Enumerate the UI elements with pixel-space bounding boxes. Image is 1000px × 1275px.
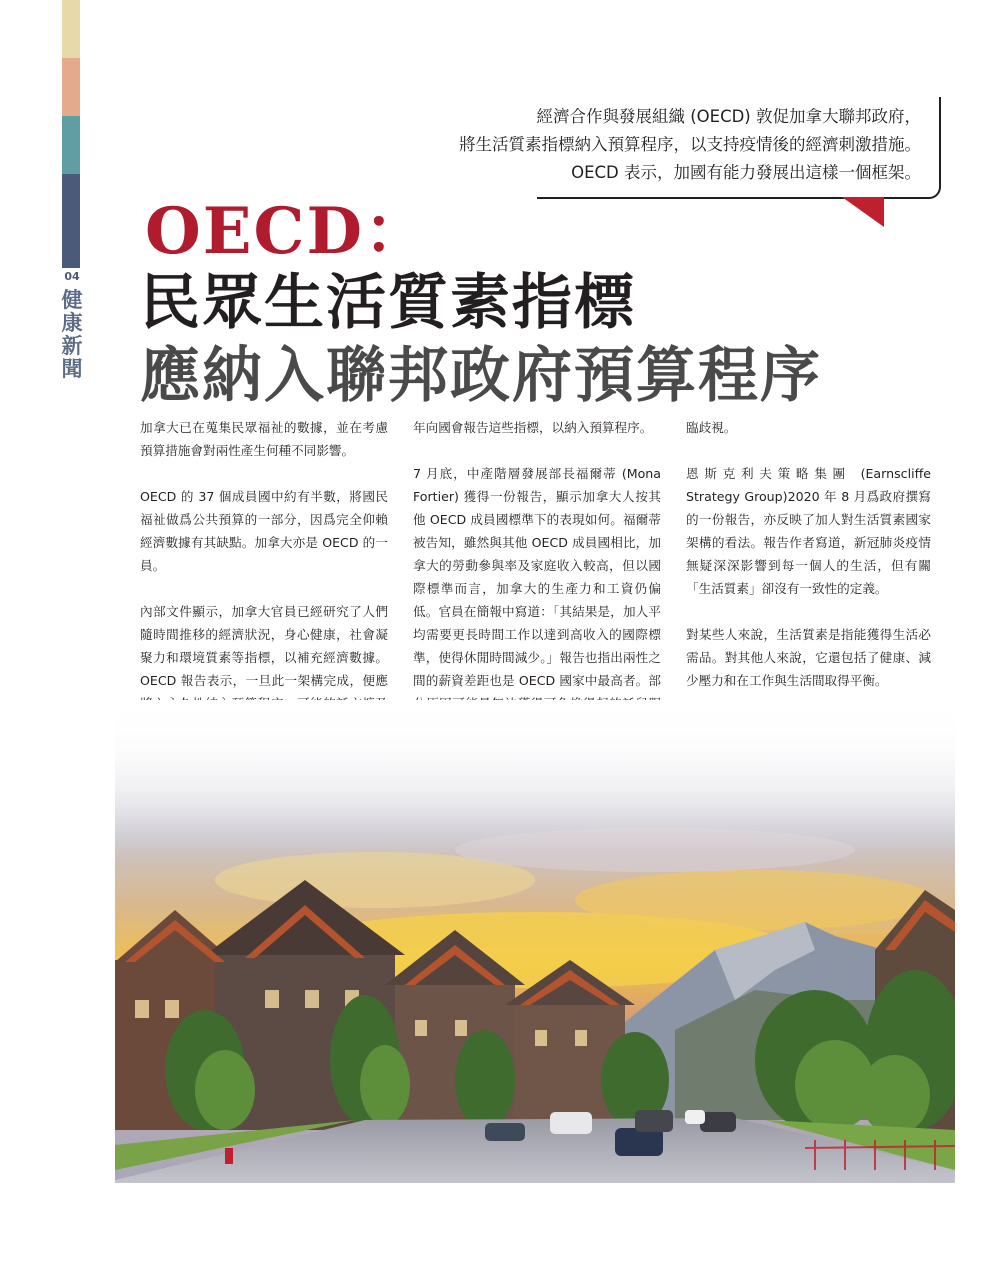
standfirst-line: 經濟合作與發展組織 (OECD) 敦促加拿大聯邦政府， bbox=[536, 107, 921, 126]
section-char: 新 bbox=[61, 333, 83, 359]
section-label bbox=[60, 288, 84, 380]
section-char: 健 bbox=[61, 287, 83, 312]
paragraph: 加拿大已在蒐集民眾福祉的數據，並在考慮預算措施會對兩性產生何種不同影響。 bbox=[140, 420, 388, 458]
paragraph: 臨歧視。 bbox=[686, 420, 737, 435]
side-strip-navy bbox=[62, 174, 80, 268]
headline-line-2: 應納入聯邦政府預算程序 bbox=[140, 341, 822, 411]
callout-red-corner bbox=[842, 197, 884, 227]
headline-line-1: 民眾生活質素指標 bbox=[140, 268, 636, 338]
standfirst-callout bbox=[395, 97, 945, 197]
paragraph: 對某些人來說，生活質素是指能獲得生活必需品。對其他人來說，它還包括了健康、減少壓力和在工作與生活間取得平衡。 bbox=[686, 627, 931, 688]
headline-oecd: OECD： bbox=[145, 194, 430, 269]
side-strip-teal bbox=[62, 116, 80, 174]
standfirst-line: OECD 表示，加國有能力發展出這樣一個框架。 bbox=[571, 163, 921, 182]
paragraph: 7 月底，中產階層發展部長福爾蒂 (Mona Fortier) 獲得一份報告，顯示加拿大人按其他 OECD 成員國標準下的表現如何。福爾蒂被告知，雖然與其他 OECD 成員國相比，加拿大的勞動參與率及家庭收入較高，但以國際標準而言，加拿大的生產力和工資仍偏低。官員在簡報中寫道：「其結果是，加人平均需要更長時間工作以達到高收入的國際標準，使得休閒時間減少。」報告也指出兩性之間的薪資差距也是 OECD 國家中最高者。部 bbox=[413, 466, 661, 688]
paragraph: 恩斯克利夫策略集團 (Earnscliffe Strategy Group)2020 年 8 月爲政府撰寫的一份報告，亦反映了加人對生活質素國家架構的看法。報告作者寫道，新冠肺炎疫情無疑深深影響到每一個人的生活，但有關「生活質素」卻沒有一致性的定義。 bbox=[686, 466, 931, 596]
section-char: 聞 bbox=[61, 356, 83, 382]
paragraph: 內部文件顯示，加拿大官員已經研究了人們隨時間推移的經濟狀況，身心健康，社會凝聚力和環境質素等指標，以補充經濟數據。OECD 報告表示，一旦此一架構完成，便應 bbox=[140, 604, 388, 688]
section-char: 康 bbox=[61, 310, 83, 336]
side-strip-peach bbox=[62, 58, 80, 116]
paragraph: OECD 的 37 個成員國中約有半數，將國民福祉做爲公共預算的一部分，因爲完全仰賴經濟數據有其缺點。加拿大亦是 OECD 的一員。 bbox=[140, 489, 388, 573]
paragraph: 年向國會報告這些指標，以納入預算程序。 bbox=[413, 420, 653, 435]
standfirst-text bbox=[459, 103, 921, 187]
banff-street-photo bbox=[115, 700, 955, 1183]
page-number: 04 bbox=[64, 270, 80, 283]
side-strip-yellow bbox=[62, 0, 80, 58]
standfirst-line: 將生活質素指標納入預算程序，以支持疫情後的經濟刺激措施。 bbox=[459, 135, 921, 154]
